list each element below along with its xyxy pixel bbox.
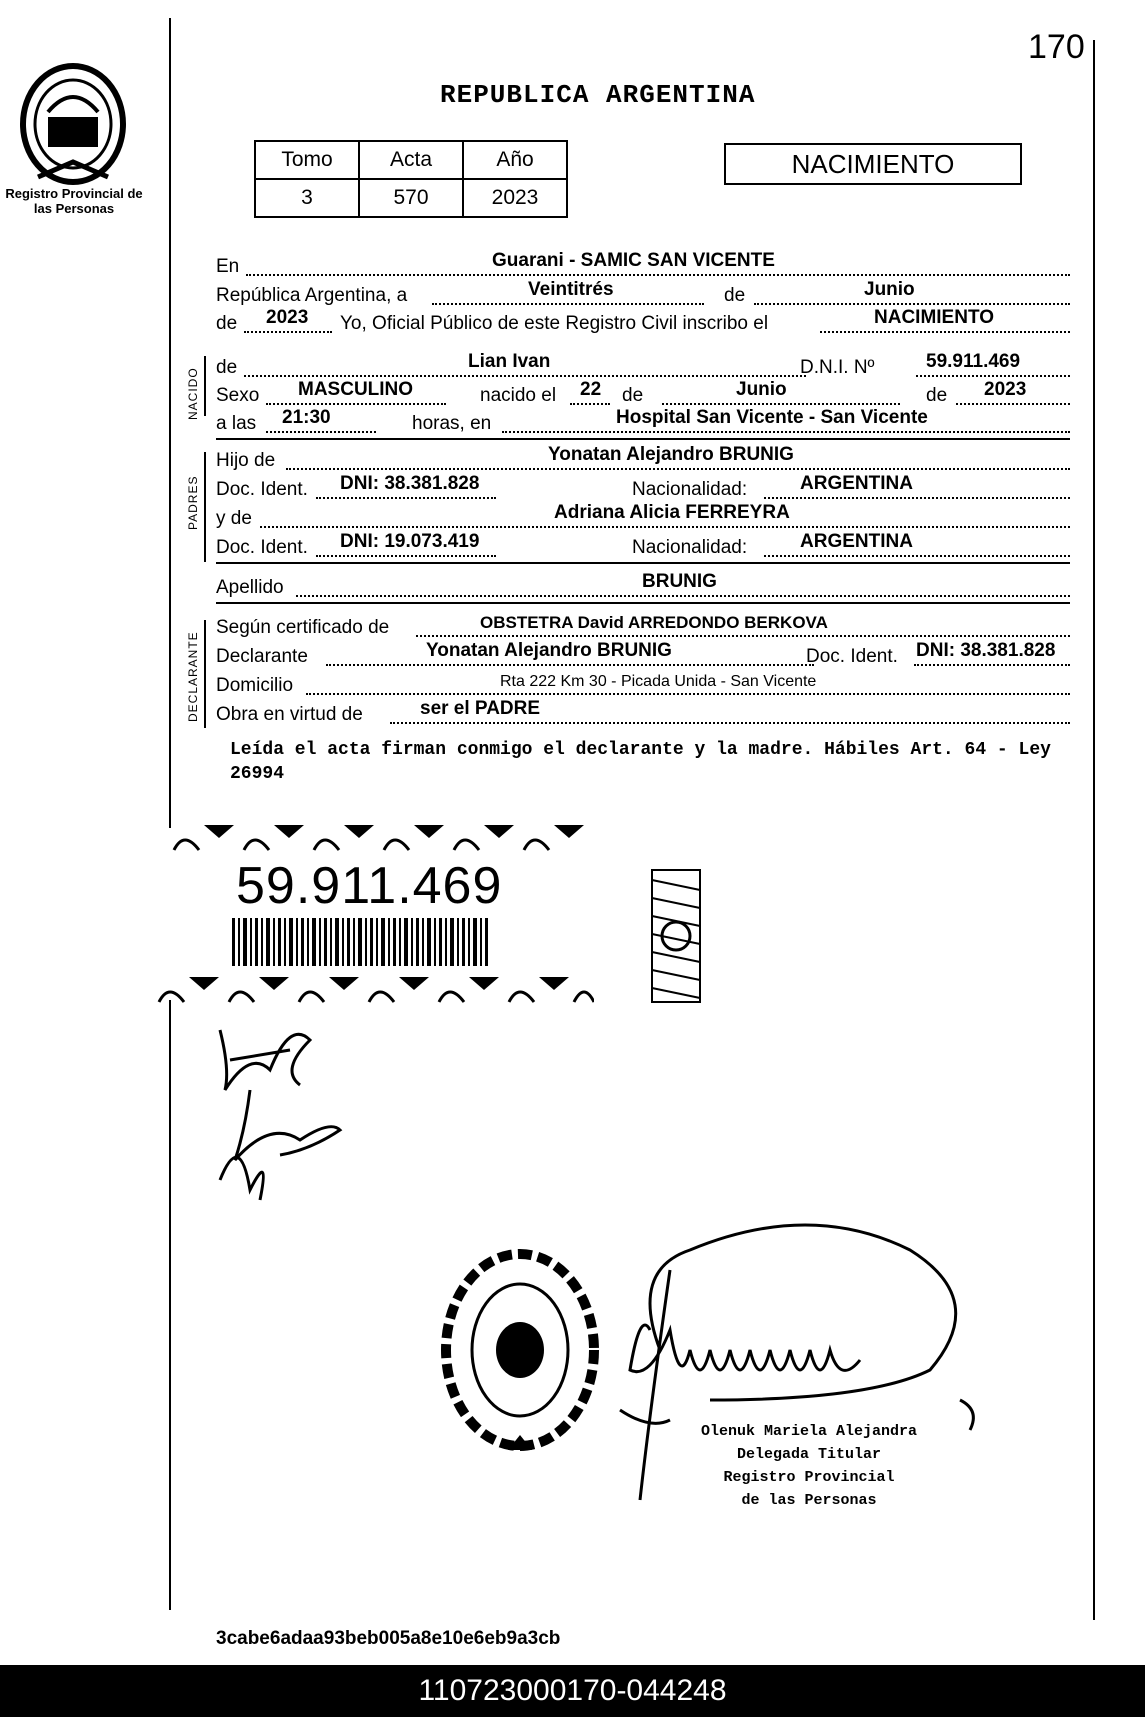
- official-office-1: Registro Provincial: [723, 1469, 895, 1486]
- declarant-signature: [210, 1010, 350, 1210]
- label-nacionalidad: Nacionalidad:: [632, 479, 748, 500]
- official-stamp-text: [694, 1420, 924, 1512]
- value-lugar-inscripcion: Guarani - SAMIC SAN VICENTE: [492, 250, 775, 271]
- act-type-box: NACIMIENTO: [724, 143, 1022, 185]
- section-bracket: [204, 620, 206, 728]
- value-certificado: OBSTETRA David ARREDONDO BERKOVA: [480, 613, 828, 632]
- label-republica: República Argentina, a: [216, 285, 408, 306]
- left-margin-line: [169, 18, 171, 828]
- value-obra: ser el PADRE: [420, 698, 541, 719]
- form-row-domicilio: [216, 675, 1070, 697]
- form-row-hora: [216, 407, 1070, 435]
- label-de: de: [216, 313, 238, 334]
- label-horas: horas, en: [412, 413, 492, 434]
- left-margin-line-lower: [169, 1000, 171, 1610]
- section-bracket: [204, 452, 206, 562]
- footer-code: 110723000170-044248: [0, 1665, 1145, 1717]
- security-hologram-icon: [650, 868, 702, 1004]
- label-dni: D.N.I. Nº: [800, 357, 875, 378]
- value-padre-doc: DNI: 38.381.828: [340, 473, 480, 494]
- value-apellido: BRUNIG: [642, 571, 717, 592]
- value-decl-doc: DNI: 38.381.828: [916, 640, 1056, 661]
- record-value-acta: 570: [359, 179, 463, 217]
- label-doc: Doc. Ident.: [216, 479, 308, 500]
- value-mes: Junio: [864, 279, 915, 300]
- value-anio: 2023: [266, 307, 309, 328]
- label-decl-doc: Doc. Ident.: [806, 646, 898, 667]
- record-header-acta: Acta: [359, 141, 463, 179]
- form-row-apellido: [216, 571, 1070, 599]
- label-sexo: Sexo: [216, 385, 260, 406]
- label-doc: Doc. Ident.: [216, 537, 308, 558]
- value-padre: Yonatan Alejandro BRUNIG: [548, 444, 794, 465]
- official-name: Olenuk Mariela Alejandra: [700, 1423, 918, 1440]
- label-apellido: Apellido: [216, 577, 284, 598]
- label-hijo: Hijo de: [216, 450, 276, 471]
- record-value-tomo: 3: [255, 179, 359, 217]
- page-title: REPUBLICA ARGENTINA: [440, 80, 756, 110]
- form-row-padre: [216, 444, 1070, 472]
- label-nacido: nacido el: [480, 385, 557, 406]
- label-alas: a las: [216, 413, 257, 434]
- label-de: de: [724, 285, 746, 306]
- label-segun: Según certificado de: [216, 617, 390, 638]
- label-de: de: [926, 385, 948, 406]
- official-role: Delegada Titular: [736, 1446, 882, 1463]
- form-row-certificado: [216, 613, 1070, 639]
- value-domicilio: Rta 222 Km 30 - Picada Unida - San Vicente: [500, 673, 817, 690]
- form-row-anio: [216, 307, 1070, 335]
- province-seal-icon: [18, 62, 128, 187]
- dni-sticker-border-top: [154, 820, 594, 854]
- section-divider: [216, 438, 1070, 440]
- record-header-tomo: Tomo: [255, 141, 359, 179]
- label-de: de: [622, 385, 644, 406]
- closing-note: Leída el acta firman conmigo el declarante y la madre. Hábiles Art. 64 - Ley 26994: [230, 740, 1051, 784]
- form-row-nombre: [216, 351, 1070, 379]
- label-obra: Obra en virtud de: [216, 704, 363, 725]
- value-padre-nac: ARGENTINA: [800, 473, 913, 494]
- form-row-obra: [216, 698, 1070, 726]
- value-inscribo: NACIMIENTO: [874, 307, 994, 328]
- value-dni: 59.911.469: [926, 351, 1021, 372]
- form-row-madre-doc: [216, 531, 1070, 559]
- value-nac-anio: 2023: [984, 379, 1027, 400]
- section-divider: [216, 562, 1070, 564]
- value-madre: Adriana Alicia FERREYRA: [554, 502, 790, 523]
- dni-sticker-number: 59.911.469: [236, 857, 503, 915]
- section-bracket: [204, 356, 206, 416]
- label-declarante: Declarante: [216, 646, 308, 667]
- value-dia: Veintitrés: [528, 279, 614, 300]
- value-nac-dia: 22: [580, 379, 602, 400]
- value-sexo: MASCULINO: [298, 379, 414, 400]
- form-row-madre: [216, 502, 1070, 530]
- barcode-icon: [232, 918, 488, 966]
- page-number: 170: [1028, 28, 1085, 66]
- record-header-anio: Año: [463, 141, 567, 179]
- form-row-en: [216, 250, 1070, 278]
- right-margin-line: [1093, 40, 1095, 1620]
- label-nacionalidad: Nacionalidad:: [632, 537, 748, 558]
- dni-sticker-border-bottom: [154, 972, 594, 1006]
- official-office-2: de las Personas: [741, 1492, 877, 1509]
- document-hash: 3cabe6adaa93beb005a8e10e6eb9a3cb: [216, 1628, 561, 1649]
- official-seal: [438, 1240, 602, 1460]
- side-label-padres: PADRES: [186, 475, 200, 530]
- label-de: de: [216, 357, 238, 378]
- value-lugar-nacimiento: Hospital San Vicente - San Vicente: [616, 407, 928, 428]
- form-row-sexo: [216, 379, 1070, 407]
- record-value-anio: 2023: [463, 179, 567, 217]
- form-row-declarante: [216, 640, 1070, 668]
- side-label-declarante: DECLARANTE: [186, 631, 200, 722]
- value-madre-nac: ARGENTINA: [800, 531, 913, 552]
- label-yde: y de: [216, 508, 252, 529]
- value-declarante: Yonatan Alejandro BRUNIG: [426, 640, 672, 661]
- value-hora: 21:30: [282, 407, 331, 428]
- label-inscribo: Yo, Oficial Público de este Registro Civil inscribo el: [340, 313, 769, 334]
- value-nac-mes: Junio: [736, 379, 787, 400]
- label-domicilio: Domicilio: [216, 675, 294, 696]
- form-row-fecha: [216, 279, 1070, 307]
- value-nombre: Lian Ivan: [468, 351, 551, 372]
- record-table: [254, 140, 568, 218]
- value-madre-doc: DNI: 19.073.419: [340, 531, 480, 552]
- section-divider: [216, 602, 1070, 604]
- logo-caption: Registro Provincial de las Personas: [5, 186, 143, 216]
- side-label-nacido: NACIDO: [186, 367, 200, 420]
- label-en: En: [216, 256, 240, 277]
- form-row-padre-doc: [216, 473, 1070, 501]
